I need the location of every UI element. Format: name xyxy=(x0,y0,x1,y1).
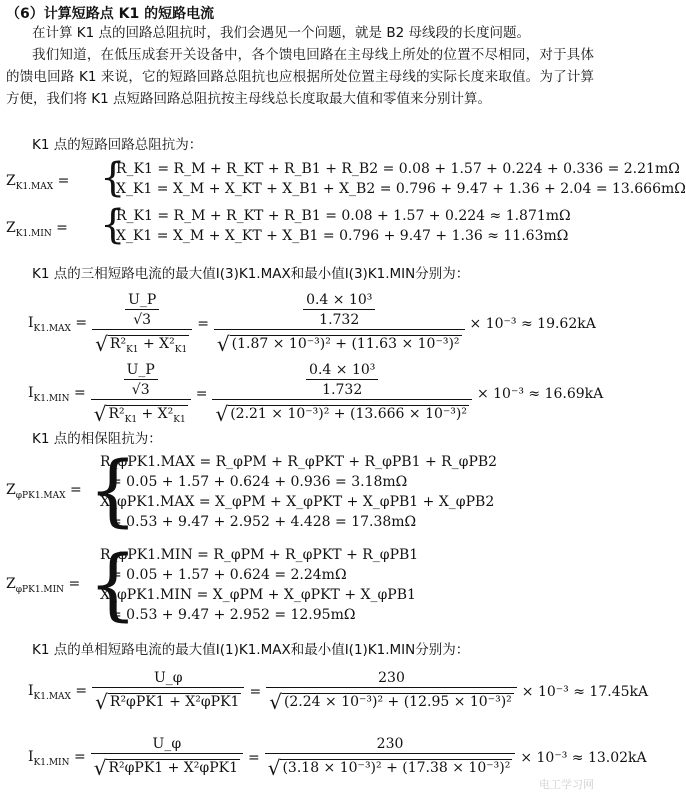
i1max-lhs: $I_{K1.MAX}$ = xyxy=(28,682,88,702)
i3min-lhs: $I_{K1.MIN}$ = xyxy=(28,384,86,404)
i1max-result: × 10⁻³ ≈ 17.45kA xyxy=(521,684,649,700)
i3min-result: × 10⁻³ ≈ 16.69kA xyxy=(476,386,604,402)
zmin-x-line: X_K1 = X_M + X_KT + X_B1 = 0.796 + 9.47 + 1.36 ≈ 11.63mΩ xyxy=(116,228,569,244)
i3max-result: × 10⁻³ ≈ 19.62kA xyxy=(469,316,596,332)
i3min-equation: $I_{K1.MIN}$ = $\frac{\frac{U\_P}{√3}}{√ R^2_{K1} + X^2_{K1}}$ = $\frac{\frac{\text{0.4 × 10³}}{1.732}}{\text{√ (2.21 × 10⁻³)² + (13.666 × 10⁻³)²}}$ × 10⁻³ ≈ 16.69kA xyxy=(28,362,604,426)
label-phase-impedance: K1 点的相保阻抗为： xyxy=(32,431,162,447)
watermark: 电工学习网 xyxy=(539,778,594,791)
zmin-brace: { xyxy=(100,202,126,248)
i3min-values: $\frac{\frac{\text{0.4 × 10³}}{1.732}}{\text{√ (2.21 × 10⁻³)² + (13.666 × 10⁻³)²}}$ xyxy=(212,362,472,426)
i1min-equation: $I_{K1.MIN}$ = $\frac{U\_\varphi}{\text{√ R²φPK1 + X²φPK1}}$ = $\frac{230}{\text{√ (3.18 × 10⁻³)² + (17.38 × 10⁻³)²}}$ × 10⁻³ ≈ 13.02kA xyxy=(28,736,647,780)
i1max-equation: $I_{K1.MAX}$ = $\frac{U\_\varphi}{\text{√ R²φPK1 + X²φPK1}}$ = $\frac{230}{\text{√ (2.24 × 10⁻³)² + (12.95 × 10⁻³)²}}$ × 10⁻³ ≈ 17.45kA xyxy=(28,670,649,714)
zpmin-line4: = 0.53 + 9.47 + 2.952 = 12.95mΩ xyxy=(110,607,356,623)
zmax-brace: { xyxy=(100,155,126,201)
i1max-formula: $\frac{U\_\varphi}{\text{√ R²φPK1 + X²φPK1}}$ xyxy=(92,670,244,714)
zpmax-line2: = 0.05 + 1.57 + 0.624 + 0.936 = 3.18mΩ xyxy=(110,474,408,490)
zmax-x-line: X_K1 = X_M + X_KT + X_B1 + X_B2 = 0.796 + 9.47 + 1.36 + 2.04 = 13.666mΩ xyxy=(116,181,686,197)
i1min-lhs: $I_{K1.MIN}$ = xyxy=(28,748,86,768)
i3max-formula: $\frac{\frac{U\_P}{√3}}{√ R^2_{K1} + X^2_{K1}}$ xyxy=(92,292,192,356)
i3max-equation: $I_{K1.MAX}$ = $\frac{\frac{U\_P}{√3}}{√ R^2_{K1} + X^2_{K1}}$ = $\frac{\frac{\text{0.4 × 10³}}{1.732}}{\text{√ (1.87 × 10⁻³)² + (11.63 × 10⁻³)²}}$ × 10⁻³ ≈ 19.62kA xyxy=(28,292,596,356)
zpmin-line1: R_φPK1.MIN = R_φPM + R_φPKT + R_φPB1 xyxy=(100,547,419,563)
zpmax-brace: { xyxy=(88,446,138,536)
zmin-r-line: R_K1 = R_M + R_KT + R_B1 = 0.08 + 1.57 + 0.224 ≈ 1.871mΩ xyxy=(116,208,571,224)
i3min-formula: $\frac{\frac{U\_P}{√3}}{√ R^2_{K1} + X^2_{K1}}$ xyxy=(91,362,191,426)
paragraph-intro: 在计算 K1 点的回路总阻抗时，我们会遇见一个问题，就是 B2 母线段的长度问题。 xyxy=(32,25,530,41)
zpmax-line3: X_φPK1.MAX = X_φPM + X_φPKT + X_φPB1 + X_φPB2 xyxy=(100,494,495,510)
label-single-phase: K1 点的单相短路电流的最大值I(1)K1.MAX和最小值I(1)K1.MIN分别为： xyxy=(32,642,470,658)
zpmin-line3: X_φPK1.MIN = X_φPM + X_φPKT + X_φPB1 xyxy=(100,587,416,603)
zpmin-lhs: $Z_{\varphi PK1.MIN}$ = xyxy=(6,576,81,595)
zpmin-brace: { xyxy=(88,540,138,630)
i1min-values: $\frac{230}{\text{√ (3.18 × 10⁻³)² + (17.38 × 10⁻³)²}}$ xyxy=(265,736,516,780)
paragraph-explanation: 我们知道，在低压成套开关设备中，各个馈电回路在主母线上所处的位置不尽相同，对于具体的馈电回路 K1 来说，它的短路回路总阻抗也应根据所处位置主母线的实际长度来取值。为了计算方便，我们将 K1 点短路回路总阻抗按主母线总长度取最大值和零值来分别计算。 xyxy=(6,47,594,107)
label-total-impedance: K1 点的短路回路总阻抗为： xyxy=(32,137,203,153)
i1min-result: × 10⁻³ ≈ 13.02kA xyxy=(520,750,647,766)
zpmin-line2: = 0.05 + 1.57 + 0.624 = 2.24mΩ xyxy=(110,567,347,583)
label-three-phase: K1 点的三相短路电流的最大值I(3)K1.MAX和最小值I(3)K1.MIN分别为： xyxy=(32,266,470,282)
zpmax-line1: R_φPK1.MAX = R_φPM + R_φPKT + R_φPB1 + R_φPB2 xyxy=(100,454,498,470)
zmin-lhs: $Z_{K1.MIN}$ = xyxy=(6,220,68,239)
i3max-lhs: $I_{K1.MAX}$ = xyxy=(28,314,88,334)
i1min-formula: $\frac{U\_\varphi}{\text{√ R²φPK1 + X²φPK1}}$ xyxy=(91,736,243,780)
section-heading: （6）计算短路点 K1 的短路电流 xyxy=(6,6,215,22)
zmax-lhs: $Z_{K1.MAX}$ = xyxy=(6,173,70,192)
i1max-values: $\frac{230}{\text{√ (2.24 × 10⁻³)² + (12.95 × 10⁻³)²}}$ xyxy=(266,670,517,714)
zmax-r-line: R_K1 = R_M + R_KT + R_B1 + R_B2 = 0.08 + 1.57 + 0.224 + 0.336 = 2.21mΩ xyxy=(116,161,680,177)
i3max-values: $\frac{\frac{\text{0.4 × 10³}}{1.732}}{\text{√ (1.87 × 10⁻³)² + (11.63 × 10⁻³)²}}$ xyxy=(214,292,465,356)
zpmax-lhs: $Z_{\varphi PK1.MAX}$ = xyxy=(6,482,82,501)
zpmax-line4: = 0.53 + 9.47 + 2.952 + 4.428 = 17.38mΩ xyxy=(110,514,417,530)
